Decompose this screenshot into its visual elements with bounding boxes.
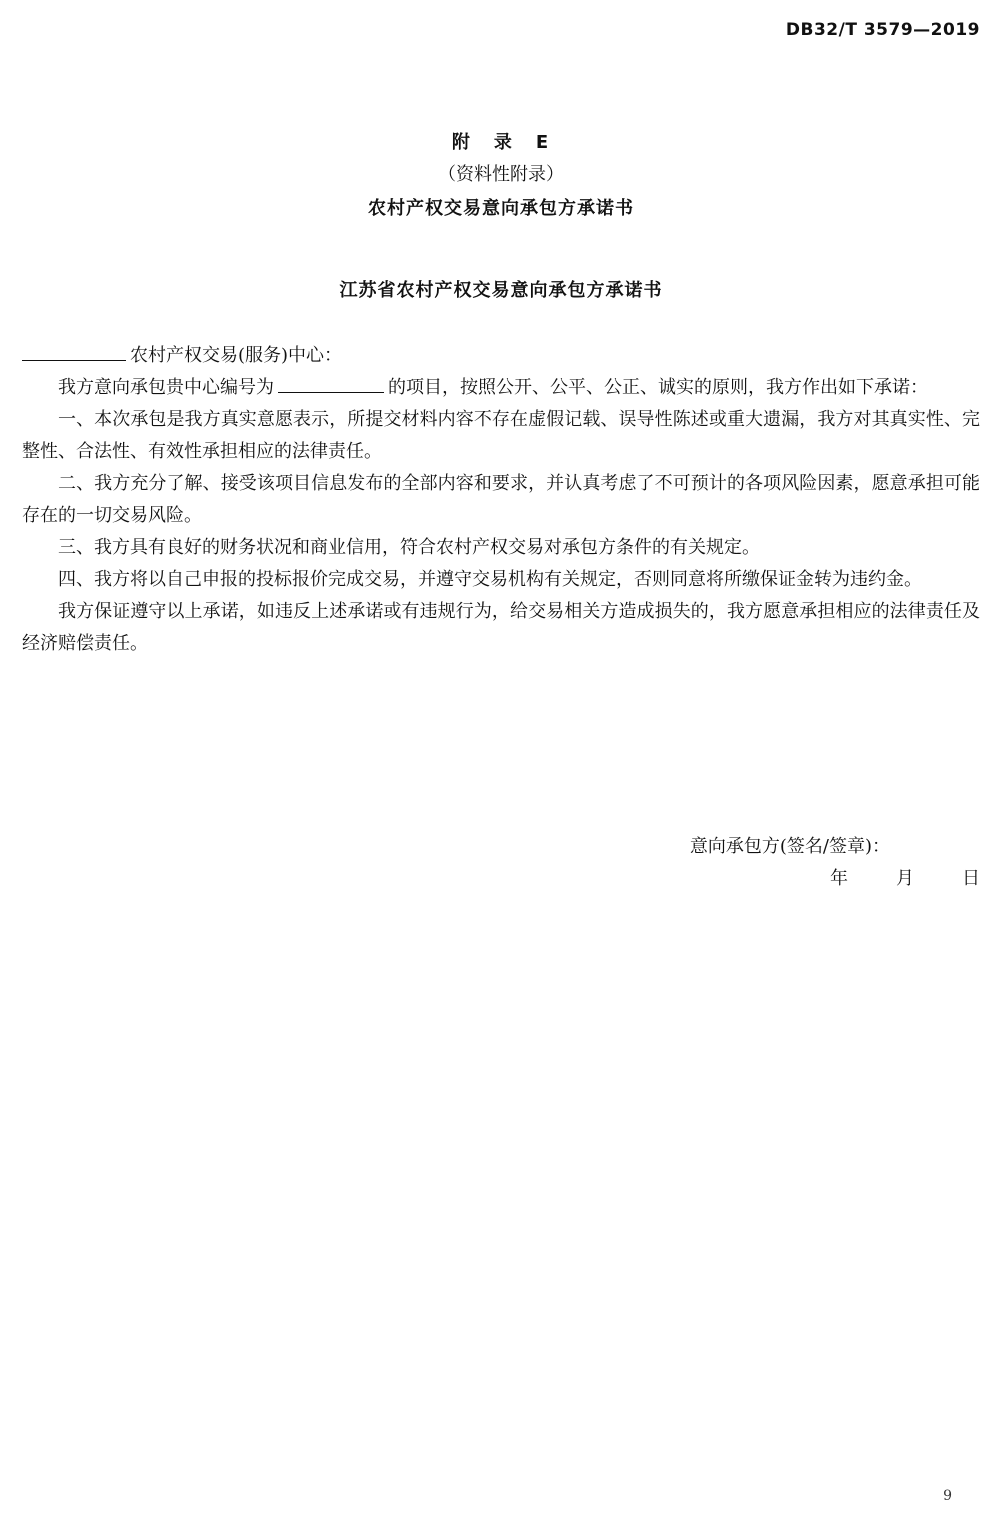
date-day: 日 <box>962 868 980 889</box>
page-number: 9 <box>943 1488 952 1504</box>
appendix-type: （资料性附录） <box>438 164 564 185</box>
intro-after-blank: 的项目，按照公开、公平、公正、诚实的原则，我方作出如下承诺： <box>388 377 928 398</box>
center-name-blank <box>22 359 126 361</box>
commitment-item-2: 二、我方充分了解、接受该项目信息发布的全部内容和要求，并认真考虑了不可预计的各项风险因素，愿意承担可能存在的一切交易风险。 <box>22 473 980 526</box>
date-year: 年 <box>830 868 848 889</box>
appendix-label-part1: 附 <box>451 132 472 153</box>
signature-label: 意向承包方(签名/签章)： <box>689 836 890 857</box>
closing-paragraph: 我方保证遵守以上承诺，如违反上述承诺或有违规行为，给交易相关方造成损失的，我方愿意承担相应的法律责任及经济赔偿责任。 <box>22 601 980 654</box>
document-title: 江苏省农村产权交易意向承包方承诺书 <box>339 280 663 301</box>
intro-paragraph <box>22 372 980 404</box>
addressee-suffix: 农村产权交易(服务)中心： <box>130 345 343 366</box>
addressee-line <box>22 340 980 372</box>
commitment-item-3: 三、我方具有良好的财务状况和商业信用，符合农村产权交易对承包方条件的有关规定。 <box>58 537 760 558</box>
date-month: 月 <box>896 868 914 889</box>
appendix-letter: E <box>535 132 551 153</box>
document-body <box>22 340 980 660</box>
appendix-title: 农村产权交易意向承包方承诺书 <box>368 198 634 219</box>
project-number-blank <box>278 391 384 393</box>
appendix-label <box>0 128 1002 154</box>
commitment-item-1: 一、本次承包是我方真实意愿表示，所提交材料内容不存在虚假记载、误导性陈述或重大遗漏，我方对其真实性、完整性、合法性、有效性承担相应的法律责任。 <box>22 409 980 462</box>
date-line <box>830 864 980 890</box>
standard-code: DB32/T 3579—2019 <box>785 20 980 40</box>
appendix-label-part2: 录 <box>493 132 514 153</box>
intro-before-blank: 我方意向承包贵中心编号为 <box>58 377 274 398</box>
commitment-item-4: 四、我方将以自己申报的投标报价完成交易，并遵守交易机构有关规定，否则同意将所缴保证金转为违约金。 <box>58 569 922 590</box>
